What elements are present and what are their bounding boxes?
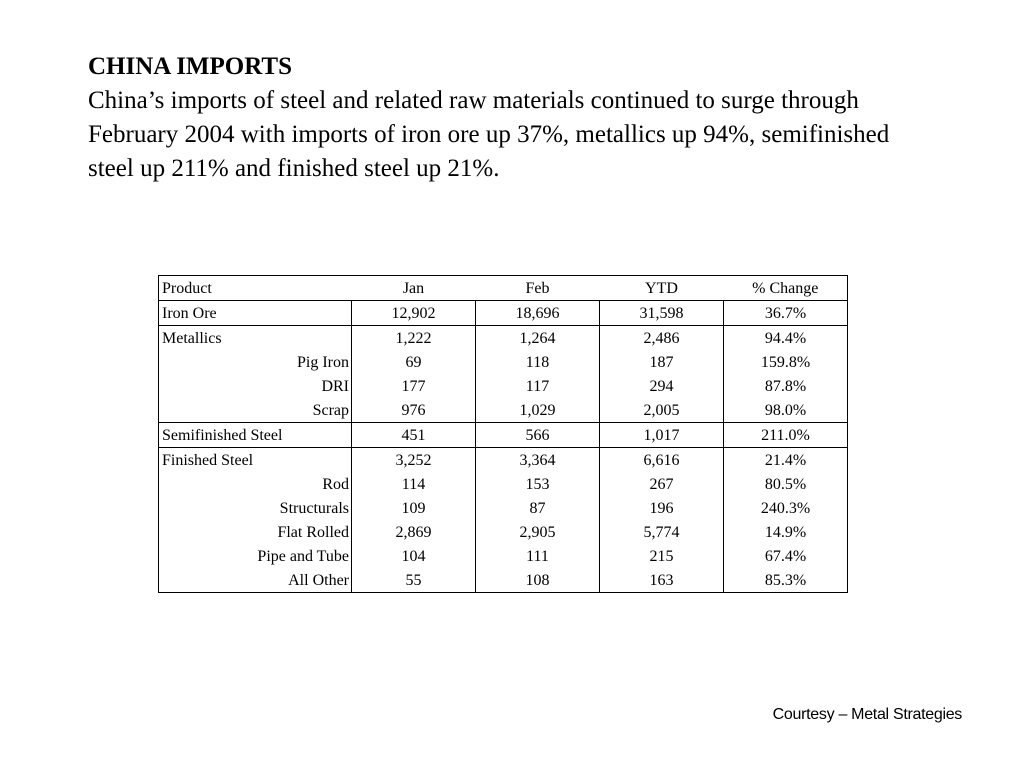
ytd-cell: 187 (600, 350, 724, 374)
feb-cell: 87 (476, 496, 600, 520)
ytd-cell: 5,774 (600, 520, 724, 544)
header-feb: Feb (476, 276, 600, 301)
jan-cell: 451 (352, 423, 476, 448)
product-cell: DRI (159, 374, 352, 398)
change-cell: 87.8% (724, 374, 848, 398)
feb-cell: 2,905 (476, 520, 600, 544)
change-cell: 98.0% (724, 398, 848, 423)
feb-cell: 118 (476, 350, 600, 374)
change-cell: 94.4% (724, 326, 848, 351)
table-row (159, 496, 848, 520)
header-product: Product (159, 276, 352, 301)
ytd-cell: 2,005 (600, 398, 724, 423)
header-change: % Change (724, 276, 848, 301)
product-cell: All Other (159, 568, 352, 593)
jan-cell: 114 (352, 472, 476, 496)
ytd-cell: 215 (600, 544, 724, 568)
table-row (159, 350, 848, 374)
jan-cell: 1,222 (352, 326, 476, 351)
table-row (159, 520, 848, 544)
ytd-cell: 1,017 (600, 423, 724, 448)
jan-cell: 55 (352, 568, 476, 593)
feb-cell: 117 (476, 374, 600, 398)
product-cell: Scrap (159, 398, 352, 423)
table-header-row (159, 276, 848, 301)
jan-cell: 976 (352, 398, 476, 423)
table-row (159, 568, 848, 593)
product-cell: Iron Ore (159, 301, 352, 326)
product-cell: Rod (159, 472, 352, 496)
product-cell: Pig Iron (159, 350, 352, 374)
product-cell: Semifinished Steel (159, 423, 352, 448)
table-row (159, 326, 848, 351)
feb-cell: 1,264 (476, 326, 600, 351)
jan-cell: 109 (352, 496, 476, 520)
header-ytd: YTD (600, 276, 724, 301)
page-title: CHINA IMPORTS (88, 53, 293, 80)
change-cell: 36.7% (724, 301, 848, 326)
jan-cell: 69 (352, 350, 476, 374)
source-credit: Courtesy – Metal Strategies (772, 706, 962, 723)
ytd-cell: 6,616 (600, 448, 724, 473)
heading-block (88, 50, 908, 186)
table-row (159, 448, 848, 473)
feb-cell: 1,029 (476, 398, 600, 423)
jan-cell: 12,902 (352, 301, 476, 326)
change-cell: 14.9% (724, 520, 848, 544)
change-cell: 211.0% (724, 423, 848, 448)
change-cell: 240.3% (724, 496, 848, 520)
ytd-cell: 163 (600, 568, 724, 593)
jan-cell: 177 (352, 374, 476, 398)
product-cell: Flat Rolled (159, 520, 352, 544)
table-row (159, 423, 848, 448)
table-row (159, 301, 848, 326)
feb-cell: 108 (476, 568, 600, 593)
change-cell: 80.5% (724, 472, 848, 496)
change-cell: 159.8% (724, 350, 848, 374)
summary-paragraph: China’s imports of steel and related raw materials continued to surge through February 2004 with imports of iron ore up 37%, metallics up 94%, semifinished steel up 211% and finished steel up 21%. (88, 87, 890, 182)
feb-cell: 153 (476, 472, 600, 496)
table-row (159, 472, 848, 496)
change-cell: 85.3% (724, 568, 848, 593)
change-cell: 67.4% (724, 544, 848, 568)
table-row (159, 398, 848, 423)
ytd-cell: 196 (600, 496, 724, 520)
jan-cell: 3,252 (352, 448, 476, 473)
product-cell: Pipe and Tube (159, 544, 352, 568)
feb-cell: 3,364 (476, 448, 600, 473)
imports-table (158, 275, 848, 593)
ytd-cell: 2,486 (600, 326, 724, 351)
table-row (159, 544, 848, 568)
ytd-cell: 31,598 (600, 301, 724, 326)
table-row (159, 374, 848, 398)
change-cell: 21.4% (724, 448, 848, 473)
jan-cell: 104 (352, 544, 476, 568)
feb-cell: 18,696 (476, 301, 600, 326)
feb-cell: 566 (476, 423, 600, 448)
header-jan: Jan (352, 276, 476, 301)
jan-cell: 2,869 (352, 520, 476, 544)
product-cell: Structurals (159, 496, 352, 520)
product-cell: Metallics (159, 326, 352, 351)
ytd-cell: 294 (600, 374, 724, 398)
product-cell: Finished Steel (159, 448, 352, 473)
ytd-cell: 267 (600, 472, 724, 496)
feb-cell: 111 (476, 544, 600, 568)
